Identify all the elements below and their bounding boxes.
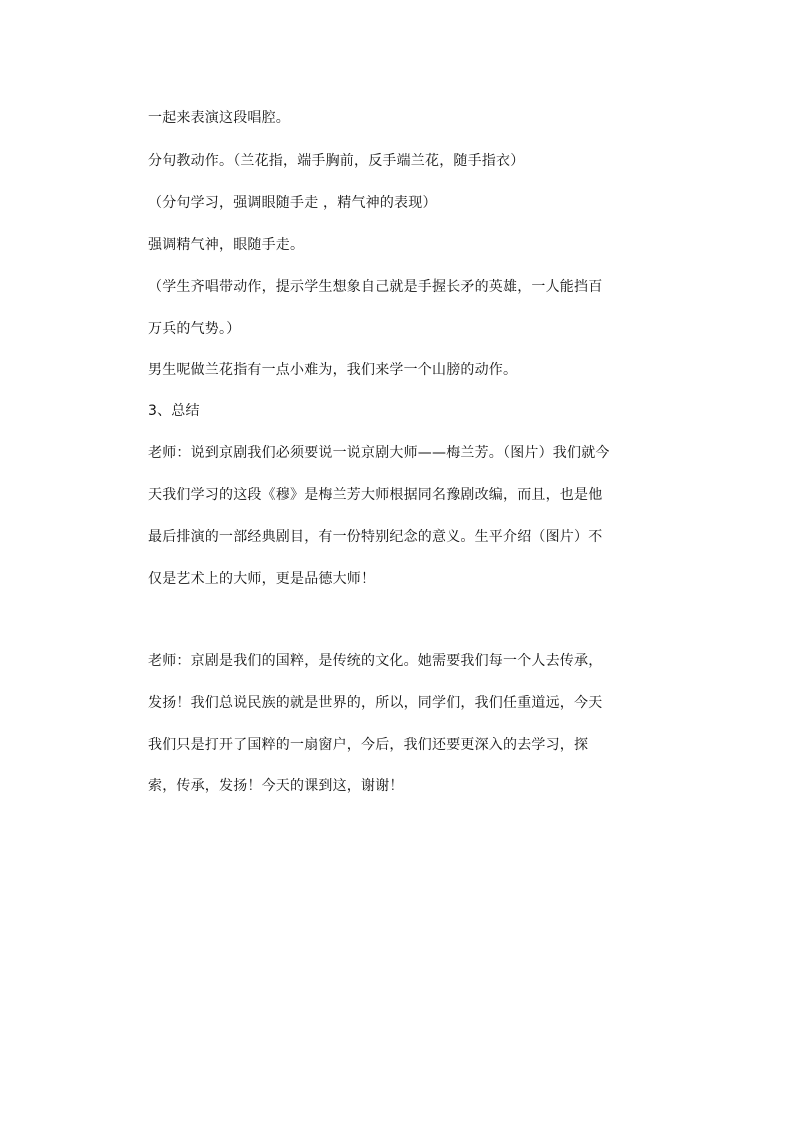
text-line: 老师：京剧是我们的国粹，是传统的文化。她需要我们每一个人去传承， [148, 653, 603, 669]
text-line: 万兵的气势。） [148, 321, 241, 337]
text-line: 索，传承，发扬！今天的课到这，谢谢！ [148, 778, 404, 794]
text-line: 天我们学习的这段《穆》是梅兰芳大师根据同名豫剧改编，而且，也是他 [148, 487, 603, 503]
text-line: 仅是艺术上的大师，更是品德大师！ [148, 571, 376, 587]
section-heading: 3、总结 [148, 403, 200, 419]
text-line: 分句教动作。（兰花指，端手胸前，反手端兰花，随手指衣） [148, 153, 525, 169]
text-line: （分句学习，强调眼随手走 ，精气神的表现） [148, 195, 437, 211]
text-line: 一起来表演这段唱腔。 [148, 110, 290, 126]
text-line: 我们只是打开了国粹的一扇窗户，今后，我们还要更深入的去学习，探 [148, 737, 589, 753]
text-line: 最后排演的一部经典剧目，有一份特别纪念的意义。生平介绍（图片）不 [148, 529, 603, 545]
text-line: （学生齐唱带动作，提示学生想象自己就是手握长矛的英雄，一人能挡百 [148, 279, 603, 295]
text-line: 强调精气神，眼随手走。 [148, 237, 305, 253]
text-line: 老师：说到京剧我们必须要说一说京剧大师——梅兰芳。（图片）我们就今 [148, 445, 610, 461]
text-line: 男生呢做兰花指有一点小难为，我们来学一个山膀的动作。 [148, 362, 518, 378]
text-line: 发扬！我们总说民族的就是世界的，所以，同学们，我们任重道远，今天 [148, 695, 603, 711]
